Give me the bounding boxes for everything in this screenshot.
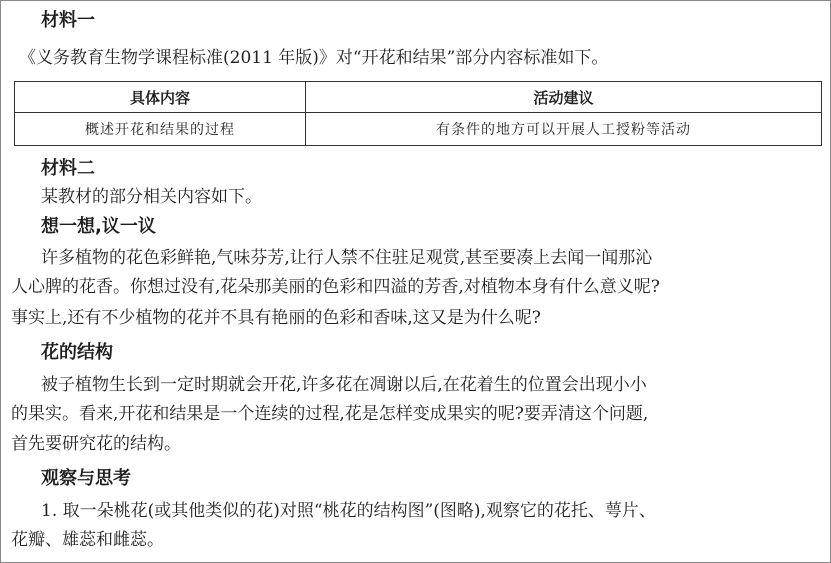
structure-line-3: 首先要研究花的结构。 — [11, 434, 181, 454]
material1-heading: 材料一 — [41, 10, 95, 31]
think-discuss-heading: 想一想,议一议 — [41, 216, 156, 237]
material1-intro: 《义务教育生物学课程标准(2011 年版)》对“开花和结果”部分内容标准如下。 — [19, 48, 609, 68]
table-row — [15, 113, 822, 146]
table-header-activity: 活动建议 — [306, 82, 822, 113]
structure-line-1: 被子植物生长到一定时期就会开花,许多花在凋谢以后,在花着生的位置会出现小小 — [41, 375, 647, 395]
material2-heading: 材料二 — [41, 158, 95, 179]
observe-line-1: 1. 取一朵桃花(或其他类似的花)对照“桃花的结构图”(图略),观察它的花托、萼片、 — [41, 501, 656, 521]
table-cell-content: 概述开花和结果的过程 — [15, 113, 306, 146]
structure-line-2: 的果实。看来,开花和结果是一个连续的过程,花是怎样变成果实的呢?要弄清这个问题, — [11, 404, 649, 424]
table-header-content: 具体内容 — [15, 82, 306, 113]
table-cell-activity: 有条件的地方可以开展人工授粉等活动 — [306, 113, 822, 146]
material2-intro: 某教材的部分相关内容如下。 — [41, 187, 262, 207]
think-line-3: 事实上,还有不少植物的花并不具有艳丽的色彩和香味,这又是为什么呢? — [11, 308, 541, 328]
standards-table — [14, 81, 822, 146]
observe-think-heading: 观察与思考 — [41, 468, 131, 489]
observe-line-2: 花瓣、雄蕊和雌蕊。 — [11, 530, 164, 550]
flower-structure-heading: 花的结构 — [41, 342, 113, 363]
think-line-1: 许多植物的花色彩鲜艳,气味芬芳,让行人禁不住驻足观赏,甚至要凑上去闻一闻那沁 — [41, 248, 653, 268]
table-header-row — [15, 82, 822, 113]
think-line-2: 人心脾的花香。你想过没有,花朵那美丽的色彩和四溢的芳香,对植物本身有什么意义呢? — [11, 277, 660, 297]
